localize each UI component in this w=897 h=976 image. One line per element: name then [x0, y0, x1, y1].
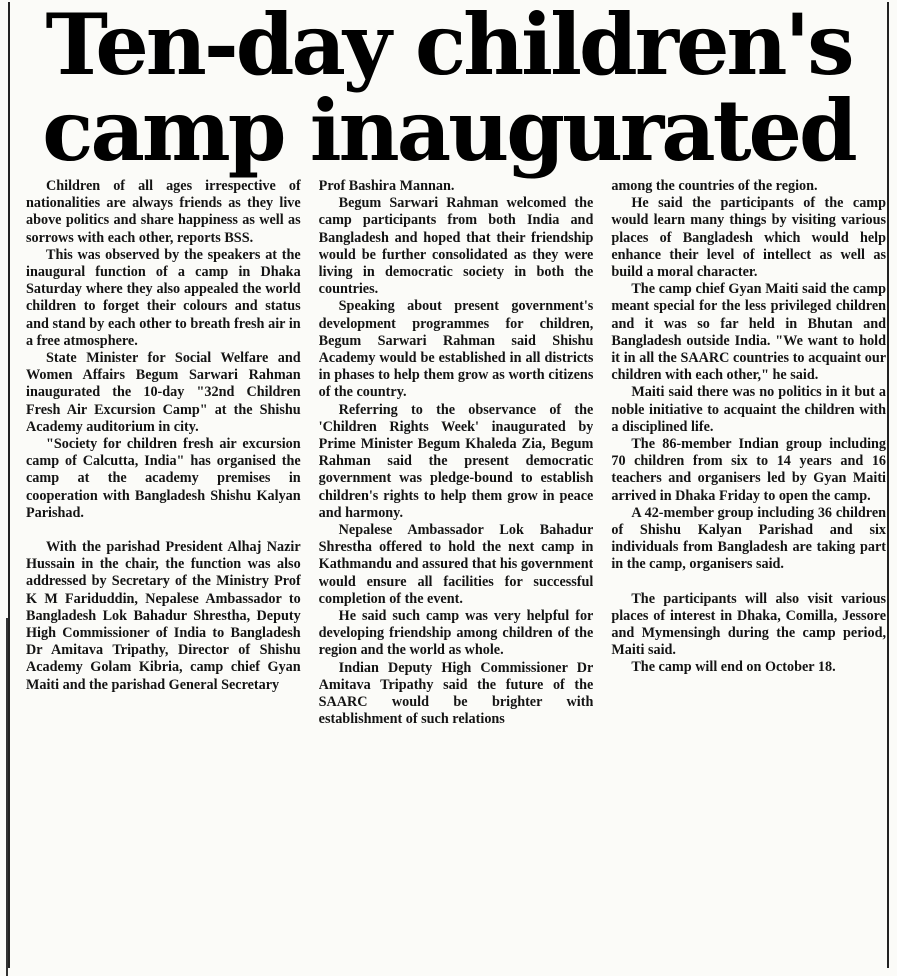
column-1 — [26, 178, 301, 968]
paragraph: This was observed by the speakers at the inaugural function of a camp in Dhaka Saturday where they also appealed the world children to forget their colours and status and stand by each other to breath fresh air in a free atmosphere. — [26, 246, 301, 349]
paragraph: among the countries of the region. — [611, 178, 818, 194]
paragraph: Begum Sarwari Rahman welcomed the camp participants from both India and Bangladesh and hoped that their friendship would be further consolidated as they were living in democratic society in both the countries. — [318, 195, 594, 298]
paragraph: State Minister for Social Welfare and Women Affairs Begum Sarwari Rahman inaugurated the 10-day "32nd Children Fresh Air Excursion Camp" at the Shishu Academy auditorium in city. — [26, 350, 301, 435]
paragraph: The 86-member Indian group including 70 children from six to 14 years and 16 teachers and organisers led by Gyan Maiti arrived in Dhaka Friday to open the camp. — [611, 436, 887, 504]
paragraph: He said the participants of the camp would learn many things by visiting various places of Bangladesh which would help enhance their level of intellect as well as build a moral character. — [611, 195, 887, 281]
paragraph: He said such camp was very helpful for developing friendship among children of the region and the world as whole. — [318, 608, 594, 659]
adjacent-column-rule — [0, 618, 8, 976]
paragraph: Children of all ages irrespective of nationalities are always friends as they live above politics and share happiness as well as sorrows with each other, reports BSS. — [26, 178, 301, 246]
paragraph: A 42-member group including 36 children of Shishu Kalyan Parishad and six individuals from Bangladesh are taking part in the camp, organisers said. — [611, 504, 887, 573]
column-2 — [319, 178, 594, 968]
paragraph: Indian Deputy High Commissioner Dr Amitava Tripathy said the future of the SAARC would be brighter with establishment of such relations — [318, 659, 594, 728]
paragraph: The participants will also visit various places of interest in Dhaka, Comilla, Jessore and Mymensingh during the camp period, Maiti said. — [611, 590, 887, 659]
paragraph: The camp chief Gyan Maiti said the camp meant special for the less privileged children and it was so far held in Bhutan and Bangladesh outside India. "We want to hold it in all the SAARC countries to acquaint our children with each other," he said. — [611, 281, 887, 384]
paragraph: "Society for children fresh air excursion camp of Calcutta, India" has organised the camp at the academy premises in cooperation with Bangladesh Shishu Kalyan Parishad. — [26, 436, 301, 521]
paragraph: Prof Bashira Mannan. — [318, 178, 455, 194]
paragraph: Maiti said there was no politics in it but a noble initiative to acquaint the children with a disciplined life. — [611, 384, 887, 435]
paragraph: Referring to the observance of the 'Children Rights Week' inaugurated by Prime Minister Begum Khaleda Zia, Begum Rahman said the present democratic government was pledge-bound to establish children's rights to help them grow in peace and harmony. — [318, 401, 594, 521]
paragraph: The camp will end on October 18. — [631, 659, 836, 676]
paragraph: Nepalese Ambassador Lok Bahadur Shrestha offered to hold the next camp in Kathmandu and assured that his government would ensure all facilities for successful completion of the event. — [318, 522, 594, 607]
paragraph: Speaking about present government's development programmes for children, Begum Sarwari Rahman said Shishu Academy would be established in all districts in phases to help them grow as worth citizens of the country. — [318, 298, 594, 401]
column-3 — [611, 178, 886, 968]
headline: Ten-day children's camp inaugurated — [42, 0, 855, 180]
paragraph: With the parishad President Alhaj Nazir Hussain in the chair, the function was also addressed by Secretary of the Ministry Prof K M Fariduddin, Nepalese Ambassador to Bangladesh Lok Bahadur Shrestha, Deputy High Commissioner of India to Bangladesh Dr Amitava Tripathy, Director of Shishu Academy Golam Kibria, camp chief Gyan Maiti and the parishad General Secretary — [26, 539, 301, 693]
article-body — [26, 178, 886, 968]
